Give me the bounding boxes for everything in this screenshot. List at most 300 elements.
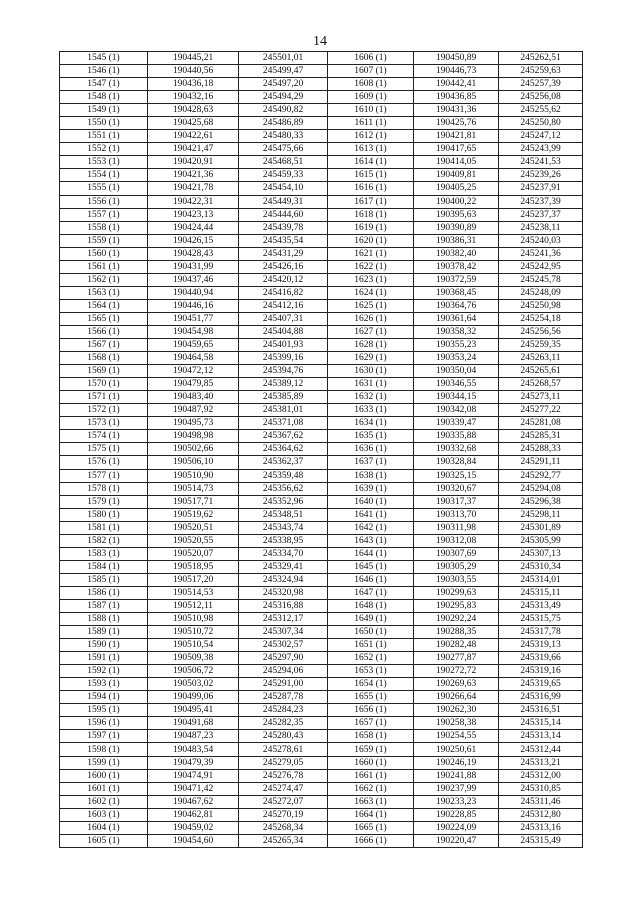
left-y-coordinate-cell: 245307,34 xyxy=(239,626,328,639)
right-x-coordinate-cell: 190266,64 xyxy=(414,691,499,704)
left-point-number-cell: 1549 (1) xyxy=(60,104,148,117)
table-row xyxy=(60,143,583,156)
right-y-coordinate-cell: 245319,65 xyxy=(499,678,583,691)
right-point-number-cell: 1649 (1) xyxy=(328,613,414,626)
table-row xyxy=(60,691,583,704)
table-row xyxy=(60,104,583,117)
table-row xyxy=(60,626,583,639)
table-row xyxy=(60,521,583,534)
table-row xyxy=(60,352,583,365)
left-x-coordinate-cell: 190437,46 xyxy=(148,273,239,286)
right-x-coordinate-cell: 190350,04 xyxy=(414,365,499,378)
left-y-coordinate-cell: 245274,47 xyxy=(239,782,328,795)
right-x-coordinate-cell: 190250,61 xyxy=(414,743,499,756)
right-x-coordinate-cell: 190442,41 xyxy=(414,78,499,91)
right-y-coordinate-cell: 245310,34 xyxy=(499,560,583,573)
left-y-coordinate-cell: 245468,51 xyxy=(239,156,328,169)
table-row xyxy=(60,78,583,91)
table-row xyxy=(60,339,583,352)
right-y-coordinate-cell: 245301,89 xyxy=(499,521,583,534)
left-x-coordinate-cell: 190428,63 xyxy=(148,104,239,117)
left-point-number-cell: 1603 (1) xyxy=(60,808,148,821)
right-y-coordinate-cell: 245256,56 xyxy=(499,325,583,338)
left-y-coordinate-cell: 245287,78 xyxy=(239,691,328,704)
left-x-coordinate-cell: 190459,65 xyxy=(148,339,239,352)
right-point-number-cell: 1606 (1) xyxy=(328,52,414,65)
right-x-coordinate-cell: 190361,64 xyxy=(414,312,499,325)
left-y-coordinate-cell: 245444,60 xyxy=(239,208,328,221)
right-point-number-cell: 1659 (1) xyxy=(328,743,414,756)
left-x-coordinate-cell: 190510,90 xyxy=(148,469,239,482)
left-y-coordinate-cell: 245334,70 xyxy=(239,547,328,560)
left-y-coordinate-cell: 245362,37 xyxy=(239,456,328,469)
right-y-coordinate-cell: 245312,44 xyxy=(499,743,583,756)
table-row xyxy=(60,247,583,260)
left-y-coordinate-cell: 245316,88 xyxy=(239,599,328,612)
right-point-number-cell: 1616 (1) xyxy=(328,182,414,195)
left-y-coordinate-cell: 245501,01 xyxy=(239,52,328,65)
right-point-number-cell: 1617 (1) xyxy=(328,195,414,208)
right-x-coordinate-cell: 190317,37 xyxy=(414,495,499,508)
left-point-number-cell: 1567 (1) xyxy=(60,339,148,352)
right-x-coordinate-cell: 190292,24 xyxy=(414,613,499,626)
left-point-number-cell: 1605 (1) xyxy=(60,834,148,847)
right-x-coordinate-cell: 190237,99 xyxy=(414,782,499,795)
left-y-coordinate-cell: 245399,16 xyxy=(239,352,328,365)
table-row xyxy=(60,639,583,652)
right-y-coordinate-cell: 245315,14 xyxy=(499,717,583,730)
right-point-number-cell: 1655 (1) xyxy=(328,691,414,704)
left-x-coordinate-cell: 190428,43 xyxy=(148,247,239,260)
right-point-number-cell: 1619 (1) xyxy=(328,221,414,234)
left-x-coordinate-cell: 190422,31 xyxy=(148,195,239,208)
left-x-coordinate-cell: 190483,54 xyxy=(148,743,239,756)
left-point-number-cell: 1588 (1) xyxy=(60,613,148,626)
left-x-coordinate-cell: 190436,18 xyxy=(148,78,239,91)
table-row xyxy=(60,482,583,495)
left-x-coordinate-cell: 190520,07 xyxy=(148,547,239,560)
left-point-number-cell: 1556 (1) xyxy=(60,195,148,208)
right-x-coordinate-cell: 190368,45 xyxy=(414,286,499,299)
right-x-coordinate-cell: 190344,15 xyxy=(414,391,499,404)
right-y-coordinate-cell: 245237,39 xyxy=(499,195,583,208)
left-y-coordinate-cell: 245338,95 xyxy=(239,534,328,547)
left-point-number-cell: 1552 (1) xyxy=(60,143,148,156)
left-x-coordinate-cell: 190518,95 xyxy=(148,560,239,573)
right-x-coordinate-cell: 190409,81 xyxy=(414,169,499,182)
left-point-number-cell: 1581 (1) xyxy=(60,521,148,534)
right-x-coordinate-cell: 190417,65 xyxy=(414,143,499,156)
right-y-coordinate-cell: 245317,78 xyxy=(499,626,583,639)
left-y-coordinate-cell: 245486,89 xyxy=(239,117,328,130)
left-point-number-cell: 1565 (1) xyxy=(60,312,148,325)
table-row xyxy=(60,234,583,247)
left-y-coordinate-cell: 245416,82 xyxy=(239,286,328,299)
right-y-coordinate-cell: 245255,62 xyxy=(499,104,583,117)
right-y-coordinate-cell: 245239,26 xyxy=(499,169,583,182)
left-point-number-cell: 1582 (1) xyxy=(60,534,148,547)
right-y-coordinate-cell: 245257,39 xyxy=(499,78,583,91)
left-x-coordinate-cell: 190421,78 xyxy=(148,182,239,195)
left-x-coordinate-cell: 190421,47 xyxy=(148,143,239,156)
left-point-number-cell: 1587 (1) xyxy=(60,599,148,612)
left-point-number-cell: 1584 (1) xyxy=(60,560,148,573)
right-x-coordinate-cell: 190303,55 xyxy=(414,573,499,586)
right-y-coordinate-cell: 245238,11 xyxy=(499,221,583,234)
table-row xyxy=(60,821,583,834)
right-y-coordinate-cell: 245240,03 xyxy=(499,234,583,247)
left-y-coordinate-cell: 245385,89 xyxy=(239,391,328,404)
left-point-number-cell: 1595 (1) xyxy=(60,704,148,717)
left-point-number-cell: 1597 (1) xyxy=(60,730,148,743)
left-y-coordinate-cell: 245348,51 xyxy=(239,508,328,521)
table-row xyxy=(60,312,583,325)
table-row xyxy=(60,469,583,482)
table-row xyxy=(60,456,583,469)
right-x-coordinate-cell: 190307,69 xyxy=(414,547,499,560)
left-point-number-cell: 1559 (1) xyxy=(60,234,148,247)
left-point-number-cell: 1570 (1) xyxy=(60,378,148,391)
right-point-number-cell: 1666 (1) xyxy=(328,834,414,847)
left-y-coordinate-cell: 245371,08 xyxy=(239,417,328,430)
left-y-coordinate-cell: 245284,23 xyxy=(239,704,328,717)
right-point-number-cell: 1663 (1) xyxy=(328,795,414,808)
right-point-number-cell: 1652 (1) xyxy=(328,652,414,665)
right-point-number-cell: 1647 (1) xyxy=(328,586,414,599)
left-point-number-cell: 1568 (1) xyxy=(60,352,148,365)
left-y-coordinate-cell: 245268,34 xyxy=(239,821,328,834)
left-x-coordinate-cell: 190491,68 xyxy=(148,717,239,730)
table-row xyxy=(60,365,583,378)
right-point-number-cell: 1611 (1) xyxy=(328,117,414,130)
left-y-coordinate-cell: 245352,96 xyxy=(239,495,328,508)
left-y-coordinate-cell: 245312,17 xyxy=(239,613,328,626)
table-row xyxy=(60,652,583,665)
right-x-coordinate-cell: 190246,19 xyxy=(414,756,499,769)
right-x-coordinate-cell: 190339,47 xyxy=(414,417,499,430)
right-point-number-cell: 1658 (1) xyxy=(328,730,414,743)
right-point-number-cell: 1641 (1) xyxy=(328,508,414,521)
right-y-coordinate-cell: 245311,46 xyxy=(499,795,583,808)
right-y-coordinate-cell: 245281,08 xyxy=(499,417,583,430)
right-point-number-cell: 1629 (1) xyxy=(328,352,414,365)
right-point-number-cell: 1608 (1) xyxy=(328,78,414,91)
table-row xyxy=(60,508,583,521)
table-row xyxy=(60,547,583,560)
left-y-coordinate-cell: 245356,62 xyxy=(239,482,328,495)
right-point-number-cell: 1638 (1) xyxy=(328,469,414,482)
right-y-coordinate-cell: 245319,66 xyxy=(499,652,583,665)
table-row xyxy=(60,286,583,299)
left-x-coordinate-cell: 190431,99 xyxy=(148,260,239,273)
right-y-coordinate-cell: 245307,13 xyxy=(499,547,583,560)
left-y-coordinate-cell: 245426,16 xyxy=(239,260,328,273)
right-y-coordinate-cell: 245315,11 xyxy=(499,586,583,599)
table-row xyxy=(60,91,583,104)
right-y-coordinate-cell: 245312,80 xyxy=(499,808,583,821)
table-row xyxy=(60,65,583,78)
left-x-coordinate-cell: 190472,12 xyxy=(148,365,239,378)
table-row xyxy=(60,808,583,821)
left-y-coordinate-cell: 245499,47 xyxy=(239,65,328,78)
left-x-coordinate-cell: 190426,15 xyxy=(148,234,239,247)
table-row xyxy=(60,743,583,756)
table-row xyxy=(60,221,583,234)
right-point-number-cell: 1656 (1) xyxy=(328,704,414,717)
right-x-coordinate-cell: 190269,63 xyxy=(414,678,499,691)
right-point-number-cell: 1644 (1) xyxy=(328,547,414,560)
left-y-coordinate-cell: 245480,33 xyxy=(239,130,328,143)
right-x-coordinate-cell: 190446,73 xyxy=(414,65,499,78)
right-y-coordinate-cell: 245262,51 xyxy=(499,52,583,65)
left-point-number-cell: 1592 (1) xyxy=(60,665,148,678)
right-point-number-cell: 1625 (1) xyxy=(328,299,414,312)
table-row xyxy=(60,756,583,769)
right-x-coordinate-cell: 190431,36 xyxy=(414,104,499,117)
left-x-coordinate-cell: 190510,72 xyxy=(148,626,239,639)
right-point-number-cell: 1630 (1) xyxy=(328,365,414,378)
left-y-coordinate-cell: 245497,20 xyxy=(239,78,328,91)
right-y-coordinate-cell: 245237,37 xyxy=(499,208,583,221)
left-x-coordinate-cell: 190517,71 xyxy=(148,495,239,508)
left-x-coordinate-cell: 190520,55 xyxy=(148,534,239,547)
table-row xyxy=(60,208,583,221)
right-y-coordinate-cell: 245254,18 xyxy=(499,312,583,325)
right-y-coordinate-cell: 245316,99 xyxy=(499,691,583,704)
left-y-coordinate-cell: 245449,31 xyxy=(239,195,328,208)
table-row xyxy=(60,730,583,743)
left-x-coordinate-cell: 190422,61 xyxy=(148,130,239,143)
left-x-coordinate-cell: 190454,60 xyxy=(148,834,239,847)
right-y-coordinate-cell: 245248,09 xyxy=(499,286,583,299)
right-x-coordinate-cell: 190414,05 xyxy=(414,156,499,169)
left-y-coordinate-cell: 245324,94 xyxy=(239,573,328,586)
right-point-number-cell: 1654 (1) xyxy=(328,678,414,691)
table-row xyxy=(60,586,583,599)
left-x-coordinate-cell: 190440,56 xyxy=(148,65,239,78)
right-x-coordinate-cell: 190378,42 xyxy=(414,260,499,273)
left-y-coordinate-cell: 245278,61 xyxy=(239,743,328,756)
table-row xyxy=(60,769,583,782)
left-x-coordinate-cell: 190506,72 xyxy=(148,665,239,678)
right-x-coordinate-cell: 190228,85 xyxy=(414,808,499,821)
table-row xyxy=(60,782,583,795)
right-y-coordinate-cell: 245265,61 xyxy=(499,365,583,378)
left-y-coordinate-cell: 245329,41 xyxy=(239,560,328,573)
page-number: 14 xyxy=(313,34,327,49)
right-point-number-cell: 1633 (1) xyxy=(328,404,414,417)
right-y-coordinate-cell: 245247,12 xyxy=(499,130,583,143)
right-point-number-cell: 1636 (1) xyxy=(328,443,414,456)
right-y-coordinate-cell: 245313,49 xyxy=(499,599,583,612)
left-x-coordinate-cell: 190506,10 xyxy=(148,456,239,469)
left-point-number-cell: 1571 (1) xyxy=(60,391,148,404)
right-x-coordinate-cell: 190312,08 xyxy=(414,534,499,547)
right-y-coordinate-cell: 245250,98 xyxy=(499,299,583,312)
left-point-number-cell: 1591 (1) xyxy=(60,652,148,665)
left-y-coordinate-cell: 245475,66 xyxy=(239,143,328,156)
left-x-coordinate-cell: 190420,91 xyxy=(148,156,239,169)
right-x-coordinate-cell: 190277,87 xyxy=(414,652,499,665)
right-point-number-cell: 1657 (1) xyxy=(328,717,414,730)
left-x-coordinate-cell: 190467,62 xyxy=(148,795,239,808)
right-x-coordinate-cell: 190364,76 xyxy=(414,299,499,312)
right-x-coordinate-cell: 190372,59 xyxy=(414,273,499,286)
table-row xyxy=(60,156,583,169)
left-x-coordinate-cell: 190483,40 xyxy=(148,391,239,404)
left-point-number-cell: 1547 (1) xyxy=(60,78,148,91)
left-x-coordinate-cell: 190514,73 xyxy=(148,482,239,495)
table-row xyxy=(60,273,583,286)
right-point-number-cell: 1615 (1) xyxy=(328,169,414,182)
right-y-coordinate-cell: 245312,00 xyxy=(499,769,583,782)
right-x-coordinate-cell: 190241,88 xyxy=(414,769,499,782)
left-y-coordinate-cell: 245407,31 xyxy=(239,312,328,325)
right-x-coordinate-cell: 190421,81 xyxy=(414,130,499,143)
left-x-coordinate-cell: 190454,98 xyxy=(148,325,239,338)
left-point-number-cell: 1602 (1) xyxy=(60,795,148,808)
right-y-coordinate-cell: 245319,16 xyxy=(499,665,583,678)
left-x-coordinate-cell: 190446,16 xyxy=(148,299,239,312)
right-point-number-cell: 1612 (1) xyxy=(328,130,414,143)
right-y-coordinate-cell: 245245,78 xyxy=(499,273,583,286)
right-x-coordinate-cell: 190272,72 xyxy=(414,665,499,678)
table-row xyxy=(60,169,583,182)
right-x-coordinate-cell: 190220,47 xyxy=(414,834,499,847)
left-point-number-cell: 1578 (1) xyxy=(60,482,148,495)
right-point-number-cell: 1620 (1) xyxy=(328,234,414,247)
right-x-coordinate-cell: 190233,23 xyxy=(414,795,499,808)
left-y-coordinate-cell: 245302,57 xyxy=(239,639,328,652)
left-x-coordinate-cell: 190519,62 xyxy=(148,508,239,521)
right-point-number-cell: 1621 (1) xyxy=(328,247,414,260)
left-x-coordinate-cell: 190462,81 xyxy=(148,808,239,821)
table-row xyxy=(60,613,583,626)
left-point-number-cell: 1599 (1) xyxy=(60,756,148,769)
right-point-number-cell: 1635 (1) xyxy=(328,430,414,443)
left-y-coordinate-cell: 245412,16 xyxy=(239,299,328,312)
table-row xyxy=(60,665,583,678)
right-y-coordinate-cell: 245263,11 xyxy=(499,352,583,365)
left-x-coordinate-cell: 190498,98 xyxy=(148,430,239,443)
right-x-coordinate-cell: 190325,15 xyxy=(414,469,499,482)
left-point-number-cell: 1551 (1) xyxy=(60,130,148,143)
right-x-coordinate-cell: 190382,40 xyxy=(414,247,499,260)
right-y-coordinate-cell: 245313,21 xyxy=(499,756,583,769)
right-x-coordinate-cell: 190342,08 xyxy=(414,404,499,417)
left-point-number-cell: 1583 (1) xyxy=(60,547,148,560)
right-point-number-cell: 1613 (1) xyxy=(328,143,414,156)
right-x-coordinate-cell: 190295,83 xyxy=(414,599,499,612)
left-y-coordinate-cell: 245343,74 xyxy=(239,521,328,534)
left-point-number-cell: 1573 (1) xyxy=(60,417,148,430)
left-point-number-cell: 1589 (1) xyxy=(60,626,148,639)
right-x-coordinate-cell: 190355,23 xyxy=(414,339,499,352)
right-y-coordinate-cell: 245256,08 xyxy=(499,91,583,104)
table-row xyxy=(60,117,583,130)
table-row xyxy=(60,299,583,312)
right-y-coordinate-cell: 245277,22 xyxy=(499,404,583,417)
left-point-number-cell: 1586 (1) xyxy=(60,586,148,599)
right-x-coordinate-cell: 190332,68 xyxy=(414,443,499,456)
left-y-coordinate-cell: 245359,48 xyxy=(239,469,328,482)
left-x-coordinate-cell: 190509,38 xyxy=(148,652,239,665)
table-row xyxy=(60,795,583,808)
right-x-coordinate-cell: 190305,29 xyxy=(414,560,499,573)
right-x-coordinate-cell: 190320,67 xyxy=(414,482,499,495)
table-row xyxy=(60,391,583,404)
left-x-coordinate-cell: 190520,51 xyxy=(148,521,239,534)
right-x-coordinate-cell: 190224,09 xyxy=(414,821,499,834)
left-point-number-cell: 1593 (1) xyxy=(60,678,148,691)
right-point-number-cell: 1650 (1) xyxy=(328,626,414,639)
left-y-coordinate-cell: 245367,62 xyxy=(239,430,328,443)
right-y-coordinate-cell: 245316,51 xyxy=(499,704,583,717)
right-x-coordinate-cell: 190386,31 xyxy=(414,234,499,247)
left-y-coordinate-cell: 245494,29 xyxy=(239,91,328,104)
left-y-coordinate-cell: 245420,12 xyxy=(239,273,328,286)
right-y-coordinate-cell: 245237,91 xyxy=(499,182,583,195)
right-y-coordinate-cell: 245313,16 xyxy=(499,821,583,834)
table-row xyxy=(60,534,583,547)
left-y-coordinate-cell: 245291,00 xyxy=(239,678,328,691)
right-y-coordinate-cell: 245315,75 xyxy=(499,613,583,626)
right-x-coordinate-cell: 190288,35 xyxy=(414,626,499,639)
left-y-coordinate-cell: 245459,33 xyxy=(239,169,328,182)
right-x-coordinate-cell: 190390,89 xyxy=(414,221,499,234)
left-point-number-cell: 1569 (1) xyxy=(60,365,148,378)
right-y-coordinate-cell: 245305,99 xyxy=(499,534,583,547)
left-x-coordinate-cell: 190464,58 xyxy=(148,352,239,365)
left-x-coordinate-cell: 190425,68 xyxy=(148,117,239,130)
left-point-number-cell: 1560 (1) xyxy=(60,247,148,260)
left-x-coordinate-cell: 190440,94 xyxy=(148,286,239,299)
left-point-number-cell: 1558 (1) xyxy=(60,221,148,234)
left-x-coordinate-cell: 190517,20 xyxy=(148,573,239,586)
table-row xyxy=(60,834,583,847)
right-y-coordinate-cell: 245319,13 xyxy=(499,639,583,652)
left-point-number-cell: 1561 (1) xyxy=(60,260,148,273)
left-point-number-cell: 1577 (1) xyxy=(60,469,148,482)
left-y-coordinate-cell: 245280,43 xyxy=(239,730,328,743)
left-x-coordinate-cell: 190421,36 xyxy=(148,169,239,182)
left-y-coordinate-cell: 245364,62 xyxy=(239,443,328,456)
left-x-coordinate-cell: 190432,16 xyxy=(148,91,239,104)
right-point-number-cell: 1609 (1) xyxy=(328,91,414,104)
right-y-coordinate-cell: 245243,99 xyxy=(499,143,583,156)
left-point-number-cell: 1590 (1) xyxy=(60,639,148,652)
left-y-coordinate-cell: 245389,12 xyxy=(239,378,328,391)
right-point-number-cell: 1618 (1) xyxy=(328,208,414,221)
left-x-coordinate-cell: 190459,02 xyxy=(148,821,239,834)
left-y-coordinate-cell: 245282,35 xyxy=(239,717,328,730)
left-point-number-cell: 1604 (1) xyxy=(60,821,148,834)
right-point-number-cell: 1627 (1) xyxy=(328,325,414,338)
left-point-number-cell: 1572 (1) xyxy=(60,404,148,417)
left-y-coordinate-cell: 245394,76 xyxy=(239,365,328,378)
right-x-coordinate-cell: 190258,38 xyxy=(414,717,499,730)
left-x-coordinate-cell: 190502,66 xyxy=(148,443,239,456)
right-x-coordinate-cell: 190346,55 xyxy=(414,378,499,391)
left-point-number-cell: 1566 (1) xyxy=(60,325,148,338)
right-y-coordinate-cell: 245291,11 xyxy=(499,456,583,469)
left-y-coordinate-cell: 245297,90 xyxy=(239,652,328,665)
right-x-coordinate-cell: 190436,85 xyxy=(414,91,499,104)
left-point-number-cell: 1555 (1) xyxy=(60,182,148,195)
left-y-coordinate-cell: 245320,98 xyxy=(239,586,328,599)
left-y-coordinate-cell: 245431,29 xyxy=(239,247,328,260)
left-x-coordinate-cell: 190423,13 xyxy=(148,208,239,221)
